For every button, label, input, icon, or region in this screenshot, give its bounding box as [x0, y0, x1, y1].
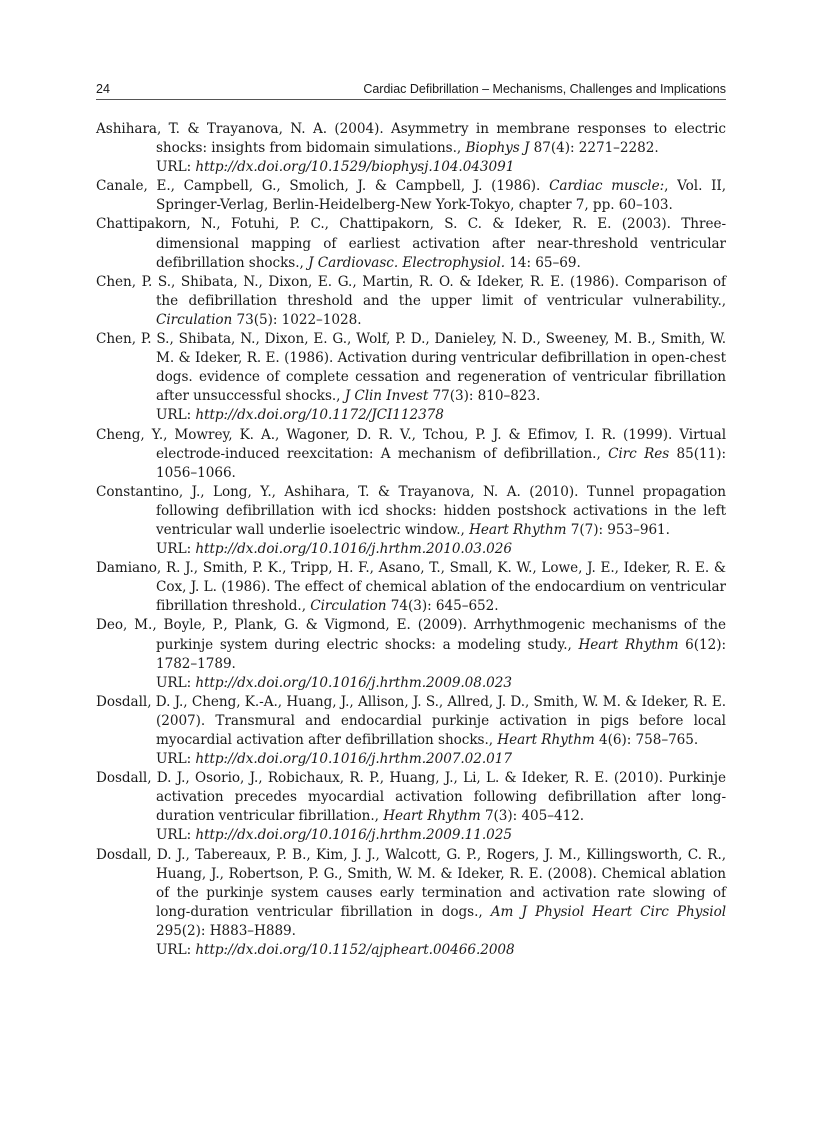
url-label: URL:	[156, 942, 196, 959]
reference-details: 7(7): 953–961.	[566, 521, 670, 538]
running-title: Cardiac Defibrillation – Mechanisms, Challenges and Implications	[363, 82, 726, 96]
reference-url-line	[156, 406, 726, 425]
reference-details: 6(12): 1782–1789.	[156, 636, 726, 672]
reference-entry	[96, 120, 726, 177]
reference-text: Deo, M., Boyle, P., Plank, G. & Vigmond, E. (2009). Arrhythmogenic mechanisms of the purkinje system during electric shocks: a modeling study.,	[96, 617, 726, 653]
reference-text: Chattipakorn, N., Fotuhi, P. C., Chattipakorn, S. C. & Ideker, R. E. (2003). Three-dimensional mapping of earliest activation after near-threshold ventricular defibrillation shocks.,	[96, 216, 726, 271]
reference-details: 295(2): H883–H889.	[156, 922, 296, 939]
reference-details: 87(4): 2271–2282.	[529, 140, 659, 157]
reference-journal: Am J Physiol Heart Circ Physiol	[490, 903, 726, 920]
reference-entry	[96, 426, 726, 483]
reference-entry	[96, 273, 726, 330]
reference-url[interactable]: http://dx.doi.org/10.1016/j.hrthm.2009.11.025	[195, 827, 512, 844]
reference-journal: Circ Res	[608, 445, 670, 462]
reference-entry	[96, 616, 726, 692]
reference-entry	[96, 559, 726, 616]
reference-text: Cheng, Y., Mowrey, K. A., Wagoner, D. R. V., Tchou, P. J. & Efimov, I. R. (1999). Virtual electrode-induced reexcitation: A mechanism of defibrillation.,	[96, 426, 726, 462]
url-label: URL:	[156, 827, 196, 844]
reference-url[interactable]: http://dx.doi.org/10.1016/j.hrthm.2007.02.017	[195, 751, 512, 768]
url-label: URL:	[156, 541, 196, 558]
reference-text: Constantino, J., Long, Y., Ashihara, T. & Trayanova, N. A. (2010). Tunnel propagation following defibrillation with icd shocks: hidden postshock activations in the left ventricular wall underlie isoelectric window.,	[96, 483, 726, 538]
reference-details: , Vol. II, Springer-Verlag, Berlin-Heidelberg-New York-Tokyo, chapter 7, pp. 60–103.	[156, 178, 726, 214]
reference-url-line	[156, 750, 726, 769]
reference-journal: Heart Rhythm	[497, 732, 595, 748]
reference-journal: Heart Rhythm	[469, 521, 567, 538]
reference-journal: Circulation	[156, 311, 233, 328]
reference-url-line	[156, 941, 726, 960]
reference-entry	[96, 846, 726, 961]
reference-text: Chen, P. S., Shibata, N., Dixon, E. G., Wolf, P. D., Danieley, N. D., Sweeney, M. B., Smith, W. M. & Ideker, R. E. (1986). Activation during ventricular defibrillation in open-chest dogs. evidence of complete cessation and regeneration of ventricular fibrillation after unsuccessful shocks.,	[96, 331, 726, 405]
url-label: URL:	[156, 674, 196, 691]
reference-text: Ashihara, T. & Trayanova, N. A. (2004). Asymmetry in membrane responses to electric shocks: insights from bidomain simulations.,	[96, 121, 726, 157]
page-number: 24	[96, 82, 110, 96]
url-label: URL:	[156, 751, 196, 768]
reference-entry	[96, 215, 726, 272]
reference-details: 77(3): 810–823.	[428, 388, 541, 405]
reference-details: 74(3): 645–652.	[386, 598, 499, 615]
reference-url-line	[156, 674, 726, 693]
reference-journal: Cardiac muscle:	[549, 178, 665, 195]
reference-entry	[96, 769, 726, 845]
reference-journal: Biophys J	[465, 140, 530, 157]
reference-list	[96, 120, 726, 960]
reference-entry	[96, 693, 726, 769]
reference-url-line	[156, 540, 726, 559]
page-header	[96, 81, 726, 100]
reference-url-line	[156, 158, 726, 177]
reference-journal: J Cardiovasc. Electrophysiol.	[308, 254, 506, 271]
reference-text: Dosdall, D. J., Osorio, J., Robichaux, R. P., Huang, J., Li, L. & Ideker, R. E. (2010). Purkinje activation precedes myocardial activation following defibrillation after long-duration ventricular fibrillation.,	[96, 770, 726, 825]
reference-details: 85(11): 1056–1066.	[156, 445, 726, 481]
reference-text: Chen, P. S., Shibata, N., Dixon, E. G., Martin, R. O. & Ideker, R. E. (1986). Comparison of the defibrillation threshold and the upper limit of ventricular vulnerability.,	[96, 273, 726, 309]
reference-entry	[96, 483, 726, 559]
reference-journal: Heart Rhythm	[383, 808, 481, 825]
reference-journal: Circulation	[310, 598, 387, 615]
reference-journal: J Clin Invest	[344, 388, 429, 405]
reference-text: Dosdall, D. J., Cheng, K.-A., Huang, J., Allison, J. S., Allred, J. D., Smith, W. M. & Ideker, R. E. (2007). Transmural and endocardial purkinje activation in pigs before local myocardial activation after defibrillation shocks.,	[96, 693, 726, 748]
reference-details: 14: 65–69.	[505, 254, 581, 271]
reference-url[interactable]: http://dx.doi.org/10.1016/j.hrthm.2009.08.023	[195, 674, 512, 691]
url-label: URL:	[156, 159, 196, 176]
reference-text: Canale, E., Campbell, G., Smolich, J. & Campbell, J. (1986).	[96, 178, 550, 195]
reference-url[interactable]: http://dx.doi.org/10.1016/j.hrthm.2010.03.026	[195, 541, 512, 558]
reference-text: Damiano, R. J., Smith, P. K., Tripp, H. F., Asano, T., Small, K. W., Lowe, J. E., Ideker, R. E. & Cox, J. L. (1986). The effect of chemical ablation of the endocardium on ventricular fibrillation threshold.,	[96, 560, 726, 615]
reference-url[interactable]: http://dx.doi.org/10.1172/JCI112378	[195, 407, 444, 424]
reference-url[interactable]: http://dx.doi.org/10.1152/ajpheart.00466.2008	[195, 942, 515, 959]
reference-details: 73(5): 1022–1028.	[232, 311, 362, 328]
reference-details: 7(3): 405–412.	[480, 808, 585, 825]
reference-url-line	[156, 826, 726, 845]
reference-text: Dosdall, D. J., Tabereaux, P. B., Kim, J. J., Walcott, G. P., Rogers, J. M., Killingsworth, C. R., Huang, J., Robertson, P. G., Smith, W. M. & Ideker, R. E. (2008). Chemical ablation of the purkinje system causes early termination and activation rate slowing of long-duration ventricular fibrillation in dogs.,	[96, 846, 726, 920]
reference-details: 4(6): 758–765.	[594, 732, 699, 748]
reference-url[interactable]: http://dx.doi.org/10.1529/biophysj.104.043091	[195, 159, 515, 176]
reference-journal: Heart Rhythm	[578, 636, 679, 653]
url-label: URL:	[156, 407, 196, 424]
reference-entry	[96, 330, 726, 425]
reference-entry	[96, 177, 726, 215]
